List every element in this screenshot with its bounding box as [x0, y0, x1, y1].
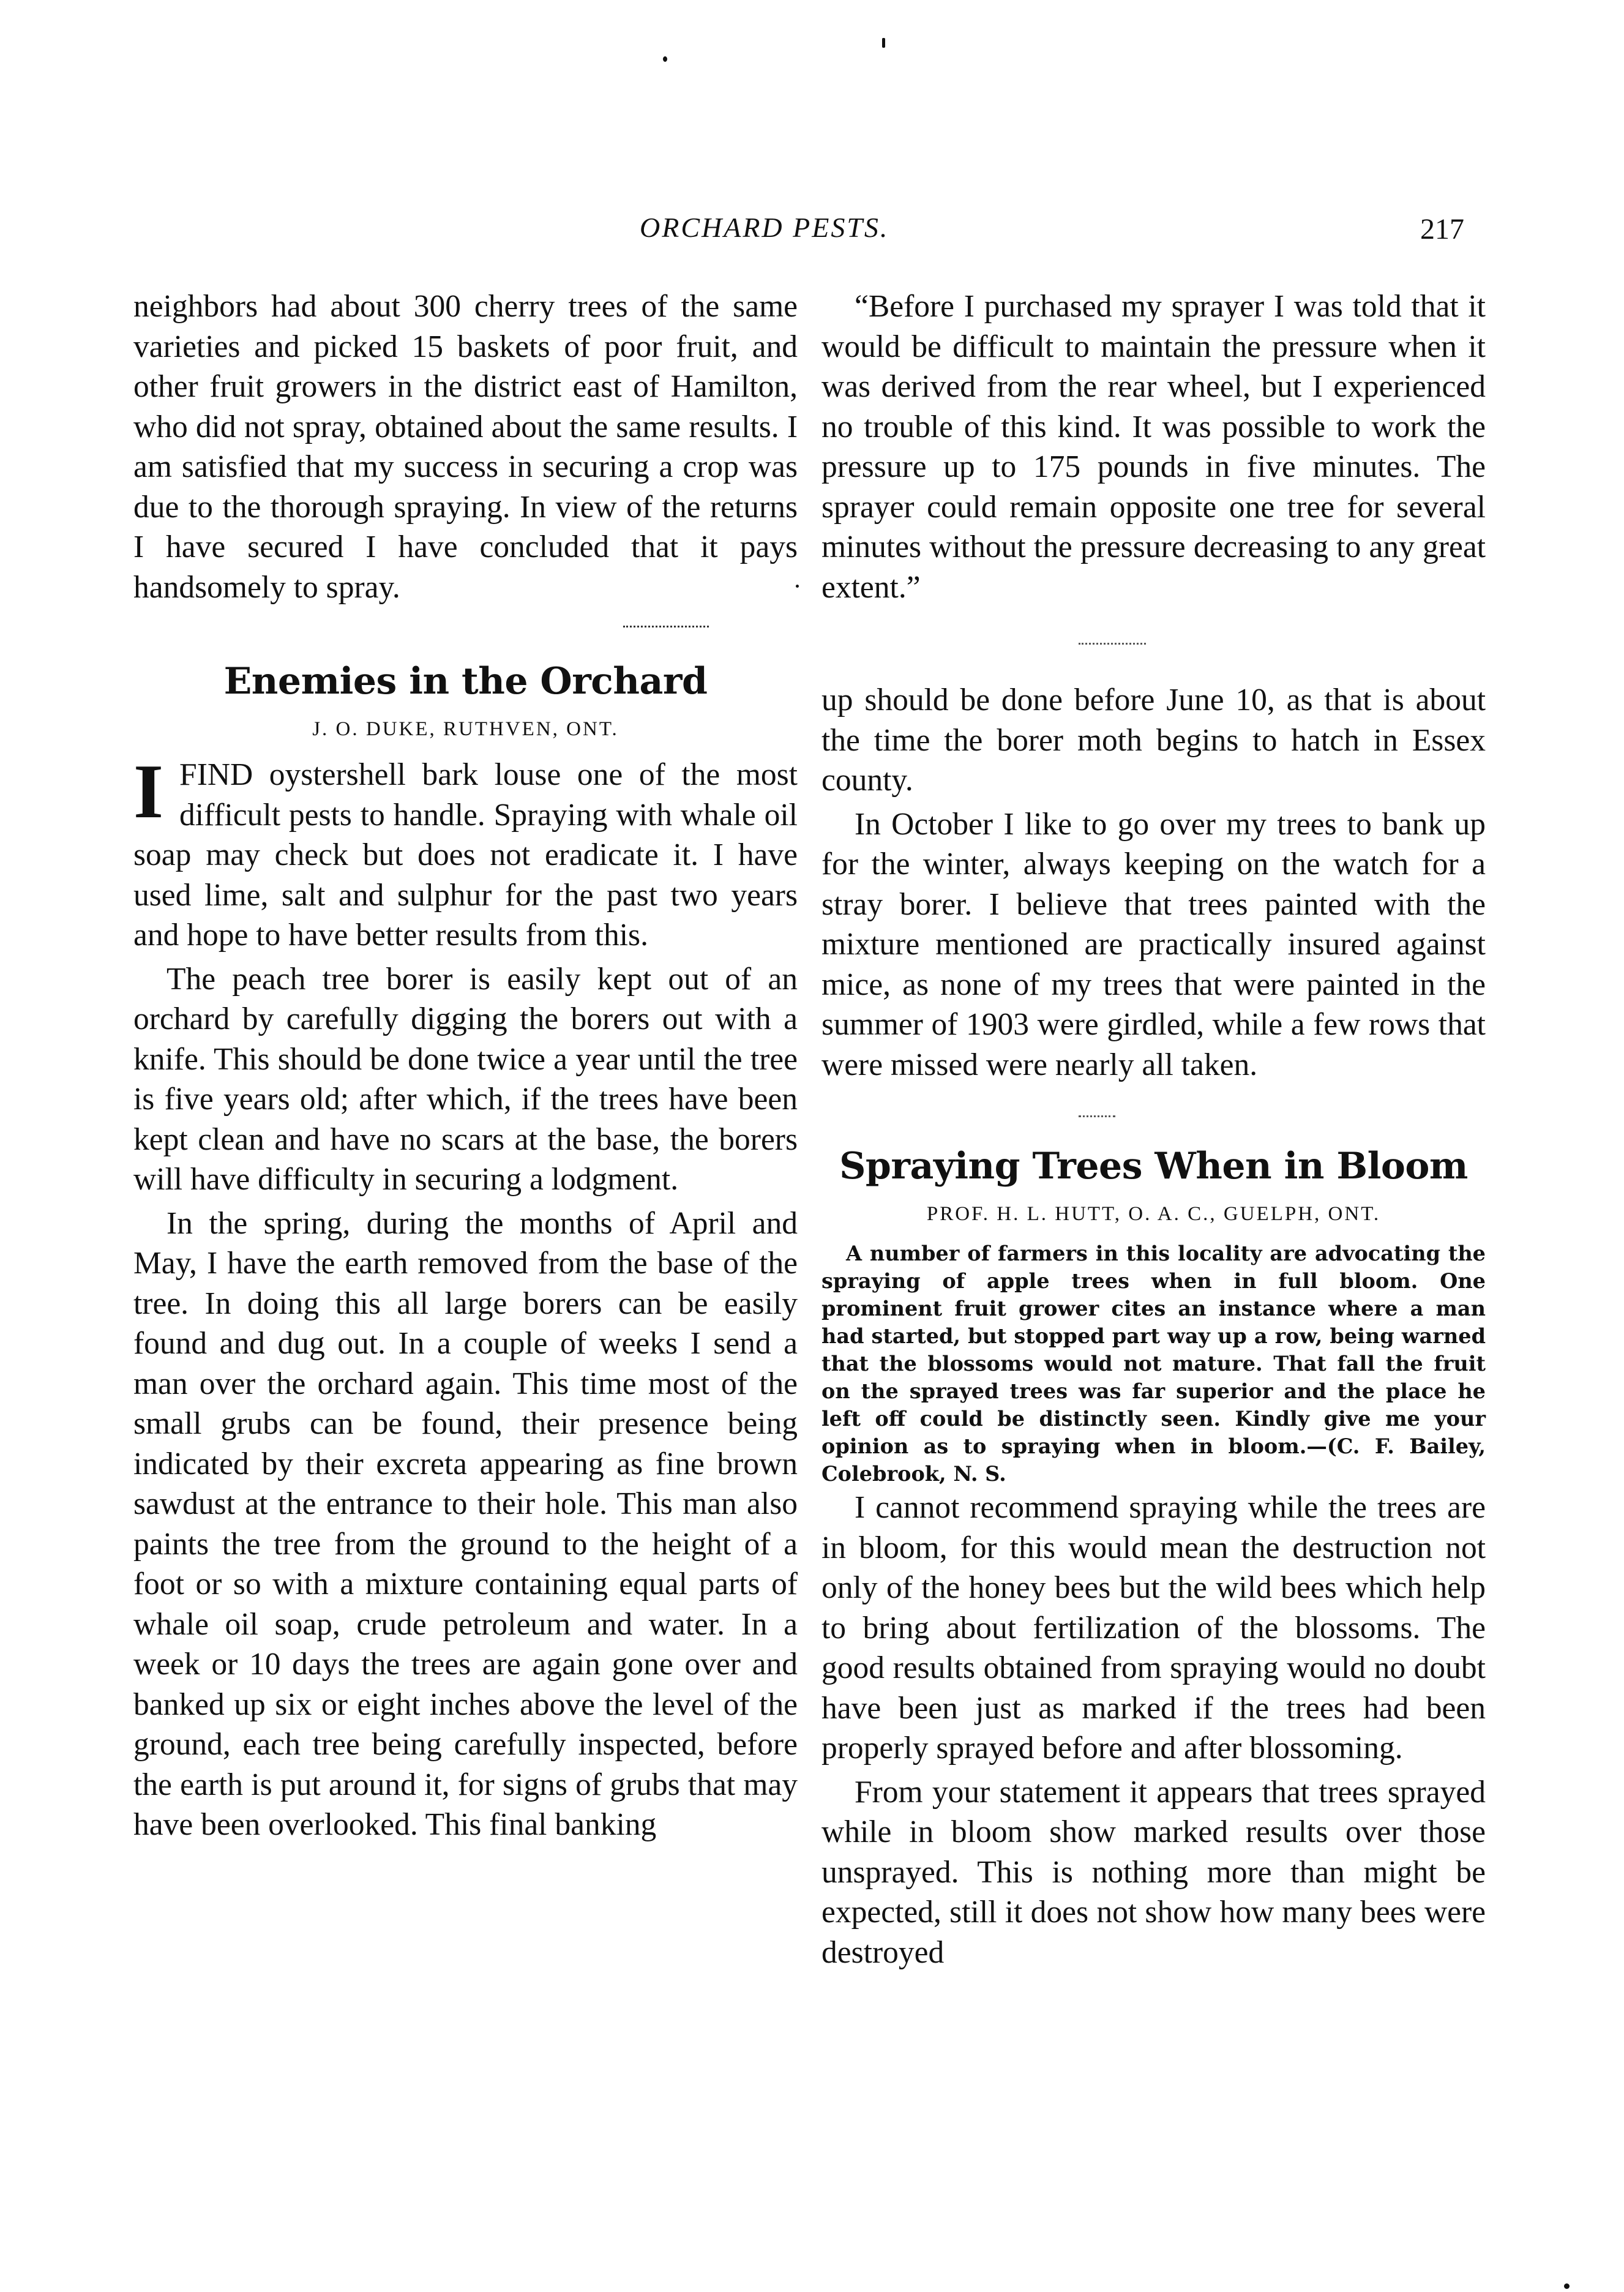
section-divider — [623, 626, 709, 627]
article-title: Spraying Trees When in Bloom — [839, 1145, 1468, 1188]
article-enemies-in-the-orchard — [133, 657, 798, 1845]
article-paragraph: The peach tree borer is easily kept out of an orchard by carefully digging the borers out with a knife. This should be done twice a year until the tree is five years old; after which, if the trees have been kept clean and have no scars at the base, the borers will have difficulty in securing a lodgment. — [133, 961, 798, 1197]
scan-speck — [1564, 2283, 1570, 2289]
scan-speck — [663, 56, 667, 62]
article-paragraph — [133, 749, 798, 956]
section-divider — [1079, 1115, 1115, 1117]
continued-article-paragraph: In October I like to go over my trees to bank up for the winter, always keeping on the watch for a stray borer. I believe that trees painted with the mixture mentioned are practically insured against mice, as none of my trees that were painted in the summer of 1903 were girdled, while a few rows that were missed were nearly all taken. — [821, 806, 1486, 1082]
left-column — [133, 286, 798, 1845]
continued-paragraph: neighbors had about 300 cherry trees of the same varieties and picked 15 baskets of poor fruit, and other fruit growers in the district east of Hamilton, who did not spray, obtained about the same results. I am satisfied that my success in securing a crop was due to the thorough spraying. In view of the returns I have secured I have concluded that it pays handsomely to spray. — [133, 289, 798, 605]
scan-speck — [882, 38, 885, 48]
paragraph-text: FIND oystershell bark louse one of the most difficult pests to handle. Spraying with whale oil soap may check but does not eradicate it. I have used lime, salt and sulphur for the past two years and hope to have better results from this. — [133, 757, 798, 953]
continued-article-paragraph: up should be done before June 10, as that is about the time the borer moth begins to hatch in Essex county. — [821, 683, 1486, 798]
article-spraying-trees-when-in-bloom — [821, 1142, 1486, 1972]
quoted-paragraph: “Before I purchased my sprayer I was told that it would be difficult to maintain the pressure when it was derived from the rear wheel, but I experienced no trouble of this kind. It was possible to work the pressure up to 175 pounds in five minutes. The sprayer could remain opposite one tree for several minutes without the pressure decreasing to any great extent.” — [821, 289, 1486, 605]
right-column — [821, 286, 1486, 1972]
article-byline: J. O. DUKE, RUTHVEN, ONT. — [312, 718, 619, 740]
drop-cap: I — [133, 749, 164, 834]
section-divider — [1079, 643, 1146, 645]
article-paragraph: I cannot recommend spraying while the trees are in bloom, for this would mean the destruction not only of the honey bees but the wild bees which help to bring about fertilization of the blossoms. The good results obtained from spraying would no doubt have been just as marked if the trees had been properly sprayed before and after blossoming. — [821, 1490, 1486, 1766]
reader-letter: A number of farmers in this locality are advocating the spraying of apple trees when in full bloom. One prominent fruit grower cites an instance where a man had started, but stopped part way up a row, being warned that the blossoms would not mature. That fall the fruit on the sprayed trees was far superior and the place he left off could be distinctly seen. Kindly give me your opinion as to spraying when in bloom.—(C. F. Bailey, Colebrook, N. S. — [821, 1242, 1486, 1486]
article-byline: PROF. H. L. HUTT, O. A. C., GUELPH, ONT. — [926, 1203, 1381, 1225]
page-number: 217 — [1420, 213, 1464, 245]
article-paragraph: In the spring, during the months of April and May, I have the earth removed from the base of the tree. In doing this all large borers can be easily found and dug out. In a couple of weeks I send a man over the orchard again. This time most of the small grubs can be found, their presence being indicated by their excreta appearing as fine brown sawdust at the entrance to their hole. This man also paints the tree from the ground to the height of a foot or so with a mixture containing equal parts of whale oil soap, crude petroleum and water. In a week or 10 days the trees are again gone over and banked up six or eight inches above the level of the ground, each tree being carefully inspected, before the earth is put around it, for signs of grubs that may have been overlooked. This final banking — [133, 1205, 798, 1842]
article-title: Enemies in the Orchard — [223, 660, 708, 703]
running-title: ORCHARD PESTS. — [640, 212, 889, 243]
article-paragraph: From your statement it appears that trees sprayed while in bloom show marked results over those unsprayed. This is nothing more than might be expected, still it does not show how many bees were destroyed — [821, 1774, 1486, 1970]
running-head — [0, 211, 1624, 248]
